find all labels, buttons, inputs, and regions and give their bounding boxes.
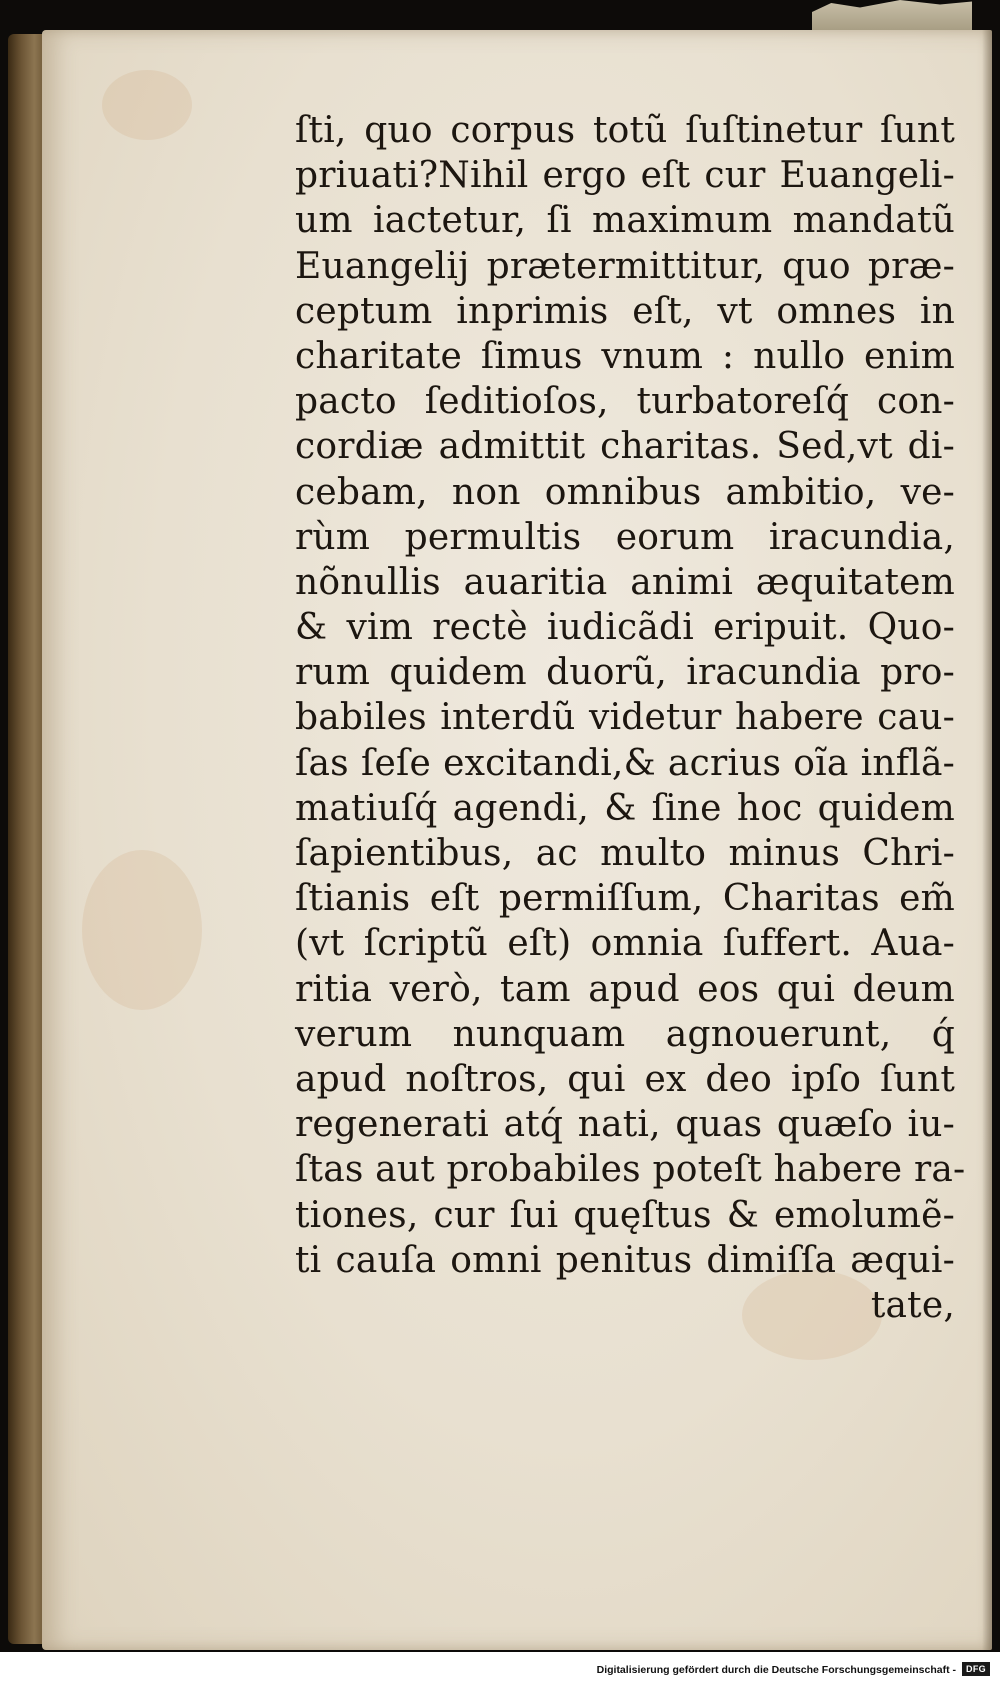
text-line: rum quidem duorũ, iracundia pro- (295, 652, 955, 694)
text-line: priuati?Nihil ergo eſt cur Euangeli- (295, 155, 955, 197)
text-line: ti cauſa omni penitus dimiſſa æqui- (295, 1239, 955, 1281)
catchword: tate, (870, 1284, 955, 1326)
text-line: charitate ſimus vnum : nullo enim (295, 335, 955, 377)
text-line: matiuſq́ agendi, & ſine hoc quidem (295, 787, 955, 829)
text-line: Euangelij prætermittitur, quo præ- (295, 245, 955, 287)
torn-paper-scrap (812, 0, 972, 30)
text-line: & vim rectè iudicãdi eripuit. Quo- (295, 607, 955, 649)
text-line: ſtas aut probabiles poteſt habere ra- (295, 1149, 966, 1191)
text-line: ceptum inprimis eſt, vt omnes in (295, 290, 955, 332)
paper-stain (82, 850, 202, 1010)
text-line: rùm permultis eorum iracundia, (295, 516, 955, 558)
text-line: cebam, non omnibus ambitio, ve- (295, 471, 955, 513)
text-line: ſtianis eſt permiſſum, Charitas em̃ (295, 878, 955, 920)
text-line: verum nunquam agnouerunt, q́ (295, 1013, 955, 1055)
text-line: nõnullis auaritia animi æquitatem (295, 561, 955, 603)
text-line: ſas ſeſe excitandi,& acrius oĩa inflã- (295, 742, 955, 784)
text-line: ritia verò, tam apud eos qui deum (295, 968, 955, 1010)
text-line: cordiæ admittit charitas. Sed,vt di- (295, 426, 955, 468)
text-line: tiones, cur ſui quęſtus & emolumẽ- (295, 1194, 955, 1236)
text-line: pacto ſeditioſos, turbatoreſq́ con- (295, 381, 955, 423)
text-line: ſti, quo corpus totũ ſuſtinetur ſunt (295, 110, 955, 151)
text-line: ſapientibus, ac multo minus Chri- (295, 833, 955, 874)
text-line: regenerati atq́ nati, quas quæſo iu- (295, 1104, 955, 1146)
footer-bar (0, 1652, 1000, 1687)
page-gutter-shadow (982, 30, 992, 1650)
paper-stain (102, 70, 192, 140)
text-line: babiles interdũ videtur habere cau- (295, 697, 955, 739)
funding-credit: Digitalisierung gefördert durch die Deutsche Forschungsgemeinschaft - (596, 1664, 956, 1676)
text-line: apud noſtros, qui ex deo ipſo ſunt (295, 1058, 955, 1100)
page-text (295, 108, 966, 1328)
text-line: (vt ſcriptũ eſt) omnia ſuffert. Aua- (295, 923, 955, 965)
dfg-logo: DFG (962, 1662, 990, 1676)
text-line: um iactetur, ſi maximum mandatũ (295, 200, 955, 242)
